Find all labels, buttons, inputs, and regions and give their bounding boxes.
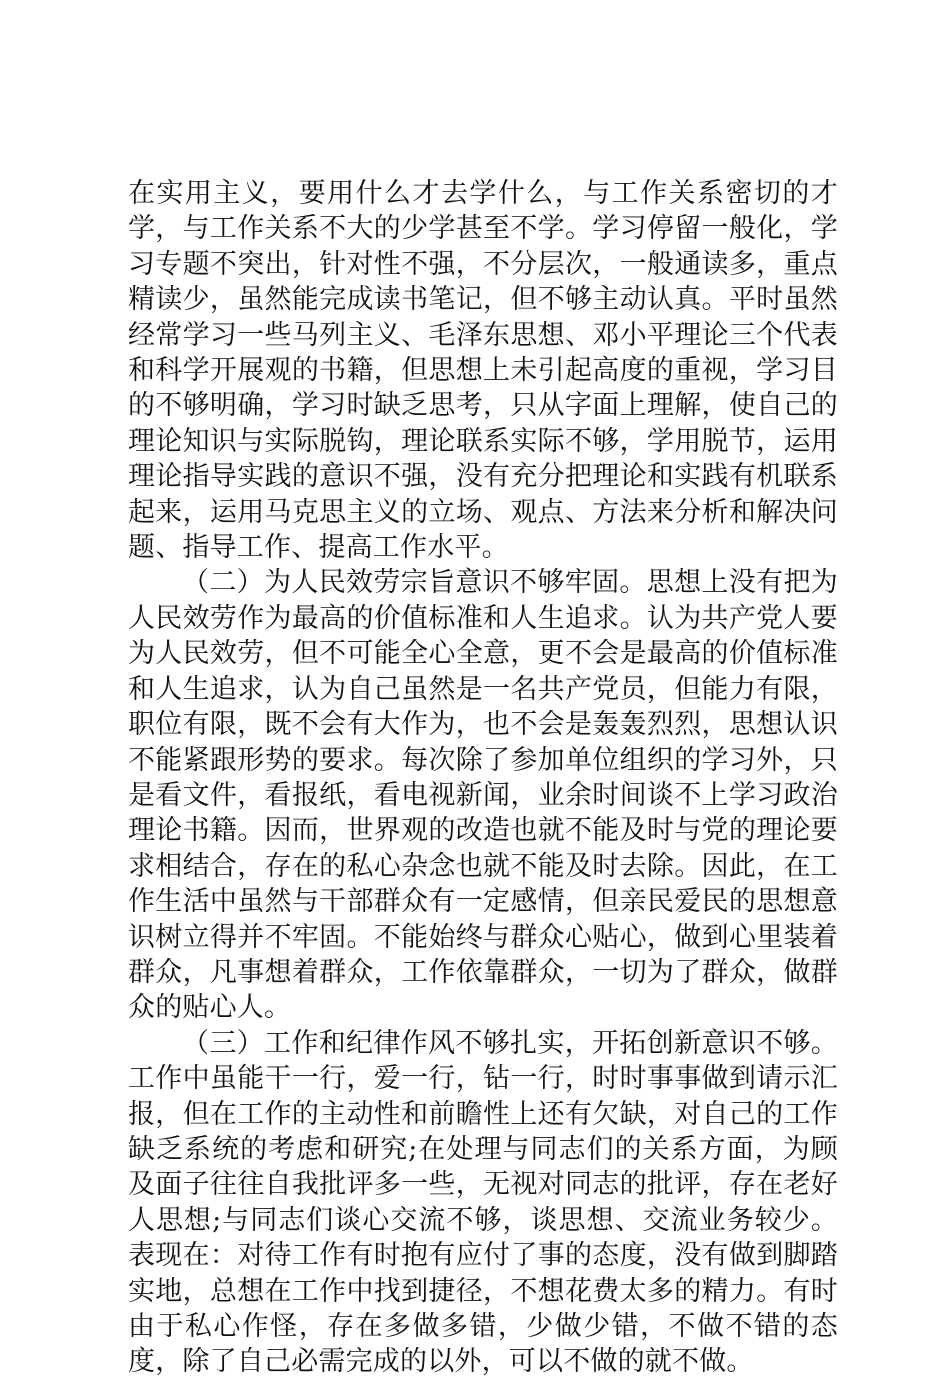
paragraph-section-two: （二）为人民效劳宗旨意识不够牢固。思想上没有把为人民效劳作为最高的价值标准和人生追求。认为共产党人要为人民效劳，但不可能全心全意，更不会是最高的价值标准和人生追求，认为自己虽然是一名共产党员，但能力有限，职位有限，既不会有大作为，也不会是轰轰烈烈，思想认识不能紧跟形势的要求。每次除了参加单位组织的学习外，只是看文件，看报纸，看电视新闻，业余时间谈不上学习政治理论书籍。因而，世界观的改造也就不能及时与党的理论要求相结合，存在的私心杂念也就不能及时去除。因此，在工作生活中虽然与干部群众有一定感情，但亲民爱民的思想意识树立得并不牢固。不能始终与群众心贴心，做到心里装着群众，凡事想着群众，工作依靠群众，一切为了群众，做群众的贴心人。 — [128, 567, 838, 1024]
document-body — [128, 176, 838, 1380]
paragraph-section-three: （三）工作和纪律作风不够扎实，开拓创新意识不够。工作中虽能干一行，爱一行，钻一行，时时事事做到请示汇报，但在工作的主动性和前瞻性上还有欠缺，对自己的工作缺乏系统的考虑和研究;在处理与同志们的关系方面，为顾及面子往往自我批评多一些，无视对同志的批评，存在老好人思想;与同志们谈心交流不够，谈思想、交流业务较少。表现在：对待工作有时抱有应付了事的态度，没有做到脚踏实地，总想在工作中找到捷径，不想花费太多的精力。有时由于私心作怪，存在多做多错，少做少错，不做不错的态度，除了自己必需完成的以外，可以不做的就不做。 — [128, 1027, 838, 1378]
paragraph-continued: 在实用主义，要用什么才去学什么，与工作关系密切的才学，与工作关系不大的少学甚至不学。学习停留一般化，学习专题不突出，针对性不强，不分层次，一般通读多，重点精读少，虽然能完成读书笔记，但不够主动认真。平时虽然经常学习一些马列主义、毛泽东思想、邓小平理论三个代表和科学开展观的书籍，但思想上未引起高度的重视，学习目的不够明确，学习时缺乏思考，只从字面上理解，使自己的理论知识与实际脱钩，理论联系实际不够，学用脱节，运用理论指导实践的意识不强，没有充分把理论和实践有机联系起来，运用马克思主义的立场、观点、方法来分析和解决问题、指导工作、提高工作水平。 — [128, 178, 838, 564]
